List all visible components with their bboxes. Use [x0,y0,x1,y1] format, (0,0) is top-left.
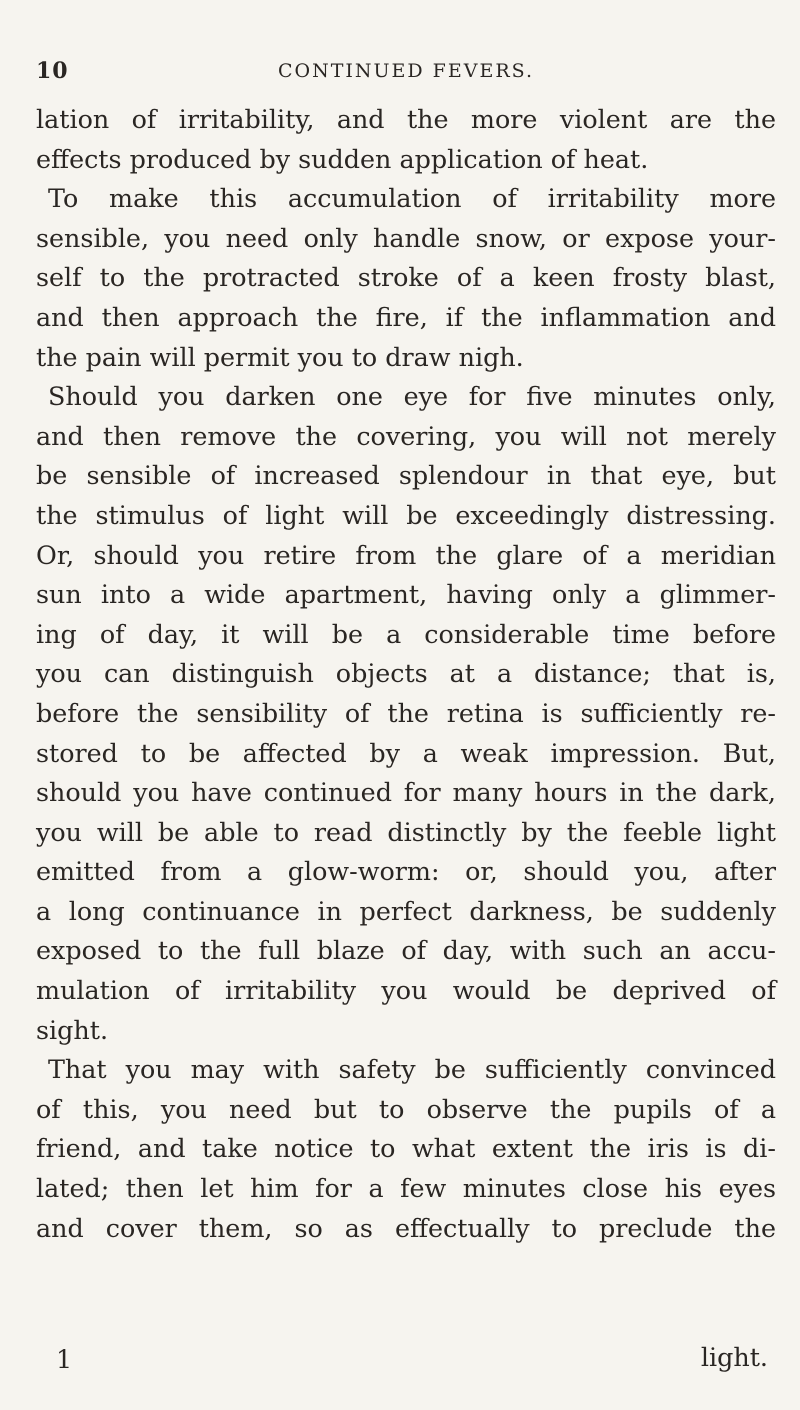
text-line: the pain will permit you to draw nigh. [36,341,524,372]
text-line: and cover them, so as effectually to preclude the [36,1212,776,1243]
text-line: Should you darken one eye for five minutes only, [48,381,776,412]
signature-mark: 1 [56,1344,73,1374]
catchword: light. [700,1342,768,1372]
running-head [36,58,776,88]
text-line: the stimulus of light will be exceedingly distressing. [36,499,776,530]
text-line: To make this accumulation of irritability more [48,183,776,214]
text-line: sight. [36,1014,109,1045]
text-line: ing of day, it will be a considerable time before [36,618,776,649]
text-line: before the sensibility of the retina is sufficiently re- [36,697,776,728]
text-line: emitted from a glow-worm: or, should you, after [36,856,776,887]
text-line: mulation of irritability you would be deprived of [36,975,776,1006]
text-line: lation of irritability, and the more violent are the [36,104,776,134]
text-line: you can distinguish objects at a distance; that is, [36,658,776,689]
text-line: stored to be affected by a weak impression. But, [36,737,776,768]
catchline [36,1342,776,1382]
text-line: effects produced by sudden application of heat. [36,143,649,174]
text-line: self to the protracted stroke of a keen frosty blast, [36,262,776,293]
text-line: and then remove the covering, you will not merely [36,420,776,451]
text-line: exposed to the full blaze of day, with such an accu- [36,935,776,966]
text-line: of this, you need but to observe the pupils of a [36,1093,776,1124]
text-line: and then approach the fire, if the inflammation and [36,301,776,332]
text-line: a long continuance in perfect darkness, be suddenly [36,895,776,926]
running-title: CONTINUED FEVERS. [277,60,535,82]
text-line: sun into a wide apartment, having only a glimmer- [36,579,776,610]
text-line: should you have continued for many hours in the dark, [36,777,776,808]
text-line: Or, should you retire from the glare of a meridian [36,539,776,570]
page-number: 10 [36,58,69,84]
text-line: be sensible of increased splendour in that eye, but [36,460,776,491]
text-line: lated; then let him for a few minutes close his eyes [36,1173,776,1204]
text-line: sensible, you need only handle snow, or expose your- [36,222,776,253]
body-text [36,100,776,1248]
text-line: you will be able to read distinctly by the feeble light [36,816,776,847]
text-line: That you may with safety be sufficiently convinced [48,1054,776,1085]
text-line: friend, and take notice to what extent the iris is di- [36,1133,776,1164]
